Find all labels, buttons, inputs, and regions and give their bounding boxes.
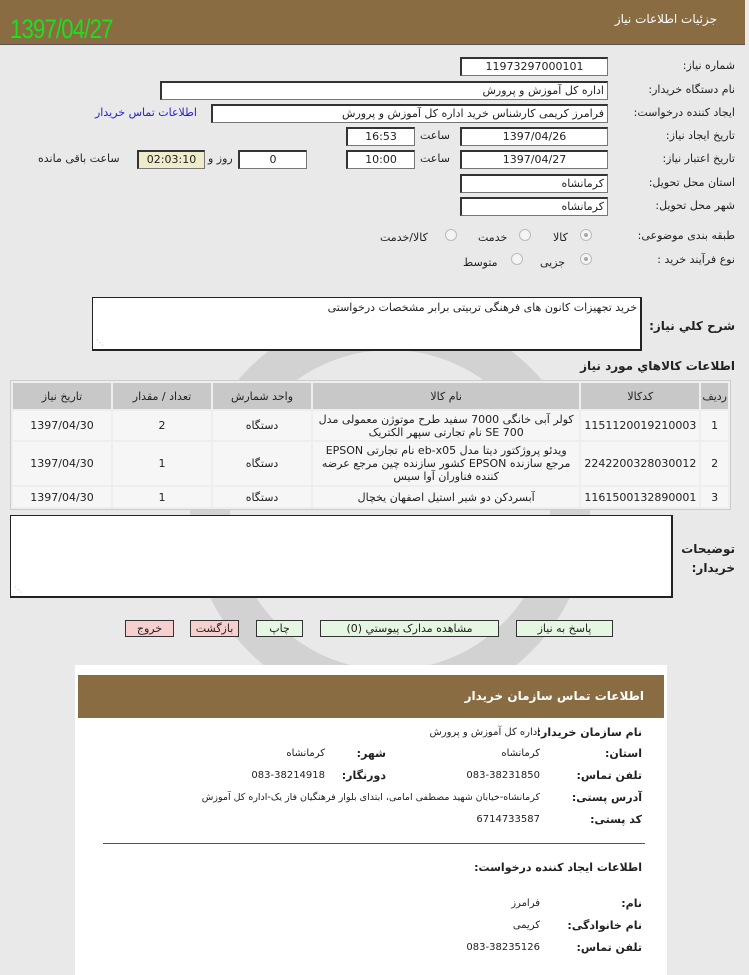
cell-qty: 2 [113, 411, 211, 440]
cell-qty: 1 [113, 442, 211, 485]
fax-label: دورنگار: [341, 769, 386, 782]
validity-date-label: تاریخ اعتبار نیاز: [662, 152, 735, 165]
postal-value: 6714733587 [476, 814, 540, 825]
created-time-label: ساعت [420, 129, 450, 142]
description-label: شرح کلي نياز: [649, 319, 735, 333]
cell-code: 1151120019210003 [581, 411, 699, 440]
cell-date: 1397/04/30 [13, 487, 111, 507]
created-date-label: تاریخ ایجاد نیاز: [665, 129, 735, 142]
col-qty: تعداد / مقدار [113, 383, 211, 409]
phone-value: 083-38231850 [466, 770, 540, 781]
province-field[interactable]: کرمانشاه [460, 174, 608, 193]
goods-title: اطلاعات کالاهاي مورد نياز [580, 359, 735, 373]
city-value: کرمانشاه [286, 748, 325, 759]
cell-unit: دستگاه [213, 487, 311, 507]
process-medium-label: متوسط [463, 256, 498, 269]
cell-row: 2 [701, 442, 728, 485]
created-time-field[interactable]: 16:53 [346, 127, 415, 146]
city-label: شهر: [356, 747, 386, 760]
back-button[interactable]: بازگشت [190, 620, 239, 637]
province-label: استان محل تحویل: [648, 176, 735, 189]
exit-button[interactable]: خروج [125, 620, 174, 637]
creator-phone-value: 083-38235126 [466, 942, 540, 953]
page-title: جزئیات اطلاعات نیاز [614, 12, 717, 26]
cell-qty: 1 [113, 487, 211, 507]
province-value: کرمانشاه [501, 748, 540, 759]
process-minor-label: جزیی [540, 256, 566, 269]
cell-unit: دستگاه [213, 442, 311, 485]
cell-unit: دستگاه [213, 411, 311, 440]
col-name: نام کالا [313, 383, 579, 409]
province-label: استان: [605, 747, 642, 760]
creator-label: ایجاد کننده درخواست: [633, 106, 735, 119]
category-both-radio[interactable] [445, 229, 457, 241]
print-button[interactable]: چاپ [256, 620, 303, 637]
divider [103, 843, 645, 844]
reply-button[interactable]: پاسخ به نیاز [516, 620, 613, 637]
attachments-button[interactable]: مشاهده مدارک پیوستي (0) [320, 620, 499, 637]
buyer-contact-link[interactable]: اطلاعات تماس خریدار [95, 106, 197, 119]
family-label: نام خانوادگی: [567, 919, 642, 932]
family-value: کریمی [512, 920, 540, 931]
date-stamp: 1397/04/27 [10, 14, 113, 44]
cell-name: آبسردکن دو شیر استیل اصفهان یخچال [313, 487, 579, 507]
watermark-logo [150, 300, 630, 720]
contact-header [78, 675, 664, 718]
buyer-notes-label: توضیحات خریدار: [681, 542, 735, 575]
process-medium-radio[interactable] [511, 253, 523, 265]
buyer-notes-textarea[interactable] [10, 515, 673, 598]
days-remaining-field[interactable]: 0 [238, 150, 307, 169]
cell-date: 1397/04/30 [13, 442, 111, 485]
days-label: روز و [208, 152, 233, 165]
creator-field[interactable]: فرامرز کریمی کارشناس خرید اداره کل آموزش و پرورش [211, 104, 608, 123]
address-label: آدرس پستی: [571, 791, 642, 804]
creator-info-title: اطلاعات ایجاد کننده درخواست: [474, 861, 642, 874]
creator-phone-label: تلفن تماس: [576, 941, 642, 954]
cell-code: 2242200328030012 [581, 442, 699, 485]
validity-time-field[interactable]: 10:00 [346, 150, 415, 169]
category-goods-radio[interactable] [580, 229, 592, 241]
resize-grip-icon[interactable]: ⋰ [14, 585, 22, 594]
need-number-label: شماره نیاز: [682, 59, 735, 72]
resize-grip-icon[interactable]: ⋰ [96, 338, 104, 347]
category-goods-label: کالا [553, 231, 568, 244]
description-textarea[interactable] [92, 297, 642, 351]
org-value: اداره کل آموزش و پرورش [429, 727, 540, 738]
col-row: ردیف [701, 383, 728, 409]
remaining-time-field: 02:03:10 [137, 150, 205, 169]
phone-label: تلفن تماس: [576, 769, 642, 782]
buyer-contact-card [75, 665, 667, 975]
need-number-field[interactable]: 11973297000101 [460, 57, 608, 76]
buyer-org-field[interactable]: اداره کل آموزش و پرورش [160, 81, 608, 100]
contact-title: اطلاعات تماس سازمان خریدار [464, 689, 644, 703]
description-text: خرید تجهیزات کانون های فرهنگی تربیتی برابر مشخصات درخواستی [327, 301, 637, 314]
col-unit: واحد شمارش [213, 383, 311, 409]
process-minor-radio[interactable] [580, 253, 592, 265]
city-label: شهر محل تحویل: [655, 199, 735, 212]
category-service-label: خدمت [478, 231, 508, 244]
cell-name: کولر آبی خانگی 7000 سفید طرح موتوژن معمولی مدل SE 700 نام تجارتی سپهر الکتریک [313, 411, 579, 440]
validity-date-field[interactable]: 1397/04/27 [460, 150, 608, 169]
org-label: نام سازمان خریدار: [536, 726, 642, 739]
validity-time-label: ساعت [420, 152, 450, 165]
process-label: نوع فرآیند خرید : [657, 253, 735, 266]
cell-row: 1 [701, 411, 728, 440]
table-row [13, 411, 728, 440]
address-value: کرمانشاه-خیابان شهید مصطفی امامی، ابتدای بلوار فرهنگیان فاز یک-اداره کل آموزش [201, 792, 540, 803]
cell-name: ویدئو پروژکتور دیتا مدل eb-x05 نام تجارتی EPSON مرجع سازنده EPSON کشور سازنده چین مرجع عرضه کننده فناوران آوا سیس [313, 442, 579, 485]
created-date-field[interactable]: 1397/04/26 [460, 127, 608, 146]
table-row [13, 487, 728, 507]
category-both-label: کالا/خدمت [380, 231, 428, 244]
col-date: تاریخ نیاز [13, 383, 111, 409]
cell-row: 3 [701, 487, 728, 507]
city-field[interactable]: کرمانشاه [460, 197, 608, 216]
remaining-label: ساعت باقی مانده [38, 152, 120, 165]
buyer-org-label: نام دستگاه خریدار: [648, 83, 735, 96]
fax-value: 083-38214918 [251, 770, 325, 781]
name-label: نام: [621, 897, 642, 910]
col-code: کدکالا [581, 383, 699, 409]
cell-date: 1397/04/30 [13, 411, 111, 440]
cell-code: 1161500132890001 [581, 487, 699, 507]
table-row [13, 442, 728, 485]
category-service-radio[interactable] [519, 229, 531, 241]
postal-label: کد پستی: [590, 813, 642, 826]
category-label: طبقه بندی موضوعی: [637, 229, 735, 242]
goods-table [10, 380, 731, 510]
name-value: فرامرز [511, 898, 540, 909]
